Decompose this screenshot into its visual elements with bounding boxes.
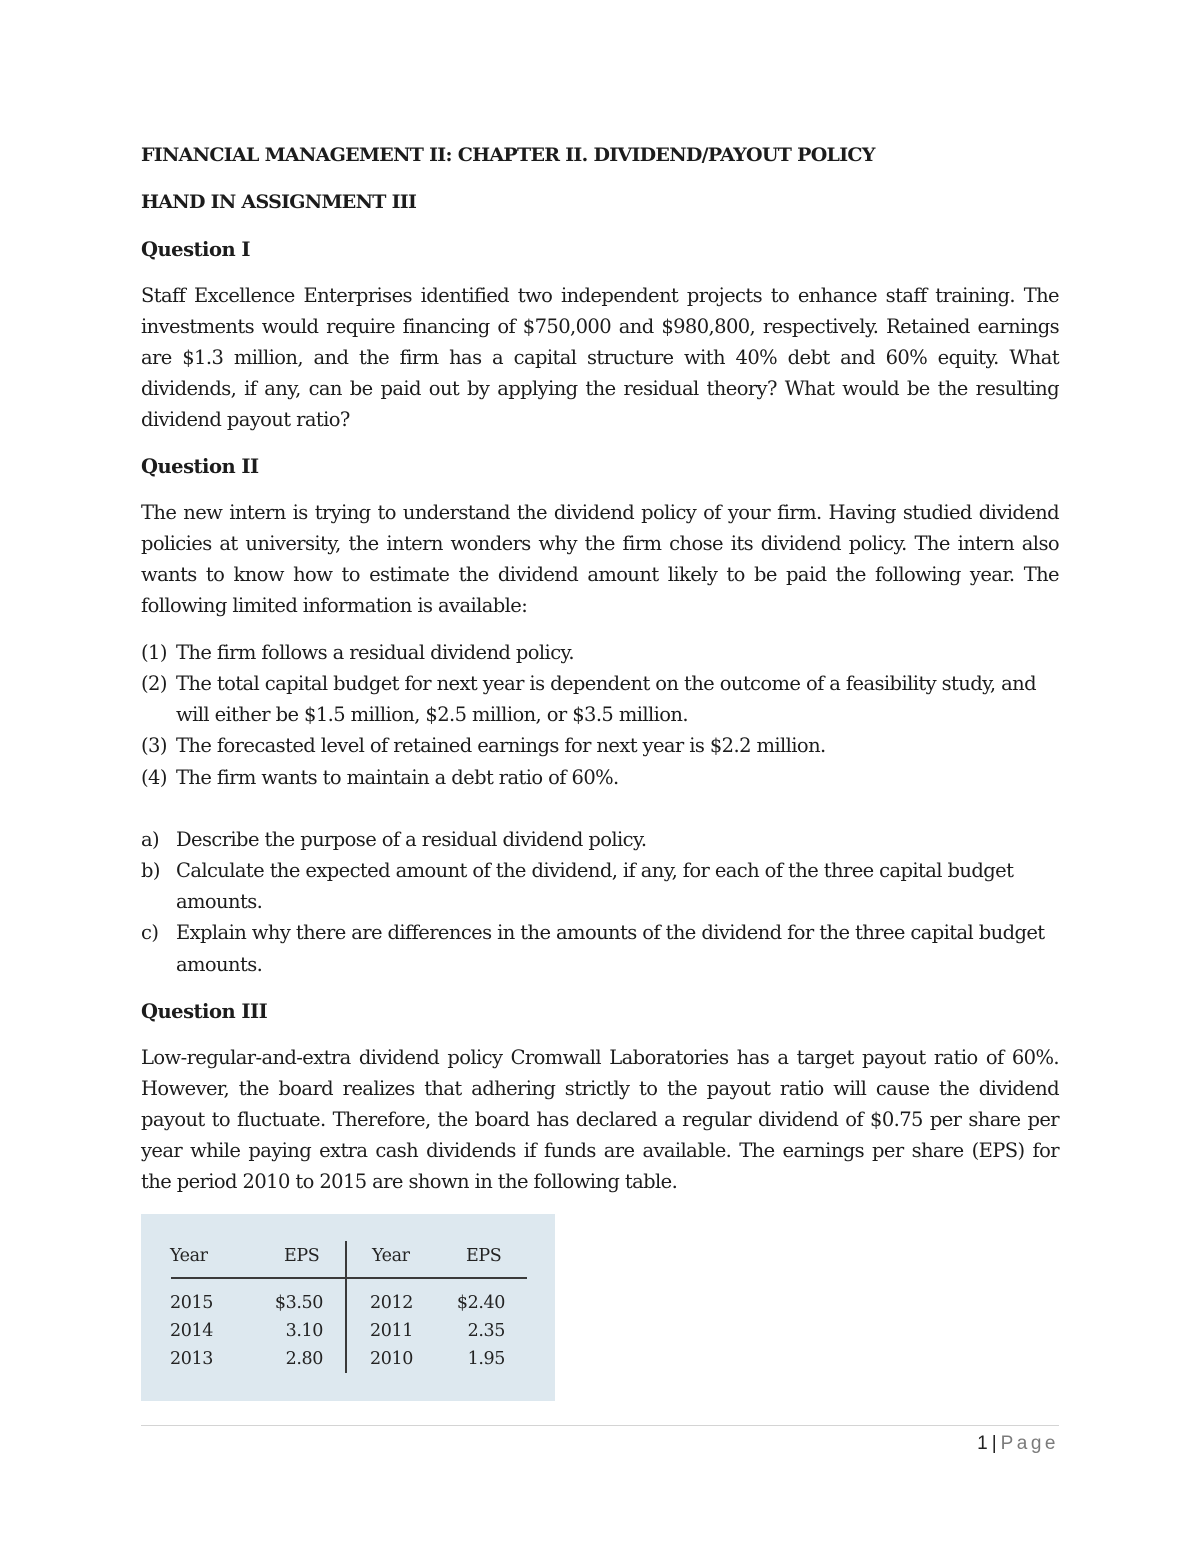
task-item-letter: c) bbox=[141, 921, 159, 944]
task-item-letter: b) bbox=[141, 859, 160, 882]
table-header: Year bbox=[372, 1246, 410, 1266]
info-item-number: (3) bbox=[141, 734, 167, 757]
question-2-text: The new intern is trying to understand the dividend policy of your firm. Having studied dividend bbox=[141, 501, 1059, 524]
info-item-text: will either be $1.5 million, $2.5 million, or $3.5 million. bbox=[176, 703, 688, 726]
question-1-text: dividend payout ratio? bbox=[141, 408, 350, 431]
info-item-text: The firm follows a residual dividend policy. bbox=[176, 641, 574, 664]
table-header: EPS bbox=[466, 1246, 502, 1266]
table-cell: 2012 bbox=[370, 1293, 413, 1313]
info-item-text: The total capital budget for next year is dependent on the outcome of a feasibility study, and bbox=[176, 672, 1036, 695]
info-item-number: (4) bbox=[141, 766, 167, 789]
table-cell: 2015 bbox=[170, 1293, 213, 1313]
table-header: Year bbox=[170, 1246, 208, 1266]
question-1-text: Staff Excellence Enterprises identified two independent projects to enhance staff training. The bbox=[141, 284, 1059, 307]
question-3-text: year while paying extra cash dividends if funds are available. The earnings per share (EPS) for bbox=[141, 1139, 1059, 1162]
task-item-text: amounts. bbox=[176, 953, 263, 976]
task-item-text: amounts. bbox=[176, 890, 263, 913]
table-cell: 2.80 bbox=[285, 1349, 323, 1369]
page-footer bbox=[977, 1433, 1059, 1455]
question-2-text: wants to know how to estimate the dividend amount likely to be paid the following year. The bbox=[141, 563, 1059, 586]
document-title: FINANCIAL MANAGEMENT II: CHAPTER II. DIVIDEND/PAYOUT POLICY bbox=[141, 144, 875, 166]
table-cell: $2.40 bbox=[456, 1293, 505, 1313]
question-2-text: following limited information is available: bbox=[141, 594, 528, 617]
table-cell: 2010 bbox=[370, 1349, 413, 1369]
table-cell: $3.50 bbox=[274, 1293, 323, 1313]
footer-divider bbox=[141, 1425, 1059, 1426]
question-2-heading: Question II bbox=[141, 455, 259, 478]
table-cell: 2.35 bbox=[467, 1321, 505, 1341]
footer-separator: | bbox=[991, 1433, 997, 1454]
table-header-rule bbox=[171, 1277, 527, 1279]
question-1-text: are $1.3 million, and the firm has a capital structure with 40% debt and 60% equity. What bbox=[141, 346, 1059, 369]
question-1-text: dividends, if any, can be paid out by applying the residual theory? What would be the resulting bbox=[141, 377, 1059, 400]
table-cell: 3.10 bbox=[285, 1321, 323, 1341]
info-item-text: The forecasted level of retained earnings for next year is $2.2 million. bbox=[176, 734, 826, 757]
task-item-letter: a) bbox=[141, 828, 160, 851]
question-3-text: However, the board realizes that adhering strictly to the payout ratio will cause the dividend bbox=[141, 1077, 1059, 1100]
question-3-text: payout to fluctuate. Therefore, the board has declared a regular dividend of $0.75 per share per bbox=[141, 1108, 1059, 1131]
question-1-text: investments would require financing of $750,000 and $980,800, respectively. Retained earnings bbox=[141, 315, 1059, 338]
table-cell: 1.95 bbox=[467, 1349, 505, 1369]
question-3-text: the period 2010 to 2015 are shown in the following table. bbox=[141, 1170, 678, 1193]
table-cell: 2011 bbox=[370, 1321, 413, 1341]
eps-table bbox=[141, 1214, 555, 1401]
info-item-number: (2) bbox=[141, 672, 167, 695]
question-3-text: Low-regular-and-extra dividend policy Cromwall Laboratories has a target payout ratio of 60%. bbox=[141, 1046, 1059, 1069]
question-3-heading: Question III bbox=[141, 1000, 268, 1023]
assignment-subtitle: HAND IN ASSIGNMENT III bbox=[141, 191, 417, 213]
table-header: EPS bbox=[284, 1246, 320, 1266]
table-column-divider bbox=[345, 1241, 347, 1373]
info-item-text: The firm wants to maintain a debt ratio of 60%. bbox=[176, 766, 619, 789]
task-item-text: Describe the purpose of a residual dividend policy. bbox=[176, 828, 647, 851]
table-cell: 2013 bbox=[170, 1349, 213, 1369]
question-1-heading: Question I bbox=[141, 238, 251, 261]
page-number: 1 bbox=[977, 1433, 988, 1454]
page-label: Page bbox=[1000, 1433, 1059, 1454]
task-item-text: Explain why there are differences in the amounts of the dividend for the three capital budget bbox=[176, 921, 1045, 944]
question-2-text: policies at university, the intern wonders why the firm chose its dividend policy. The intern also bbox=[141, 532, 1059, 555]
info-item-number: (1) bbox=[141, 641, 167, 664]
task-item-text: Calculate the expected amount of the dividend, if any, for each of the three capital budget bbox=[176, 859, 1014, 882]
table-cell: 2014 bbox=[170, 1321, 213, 1341]
